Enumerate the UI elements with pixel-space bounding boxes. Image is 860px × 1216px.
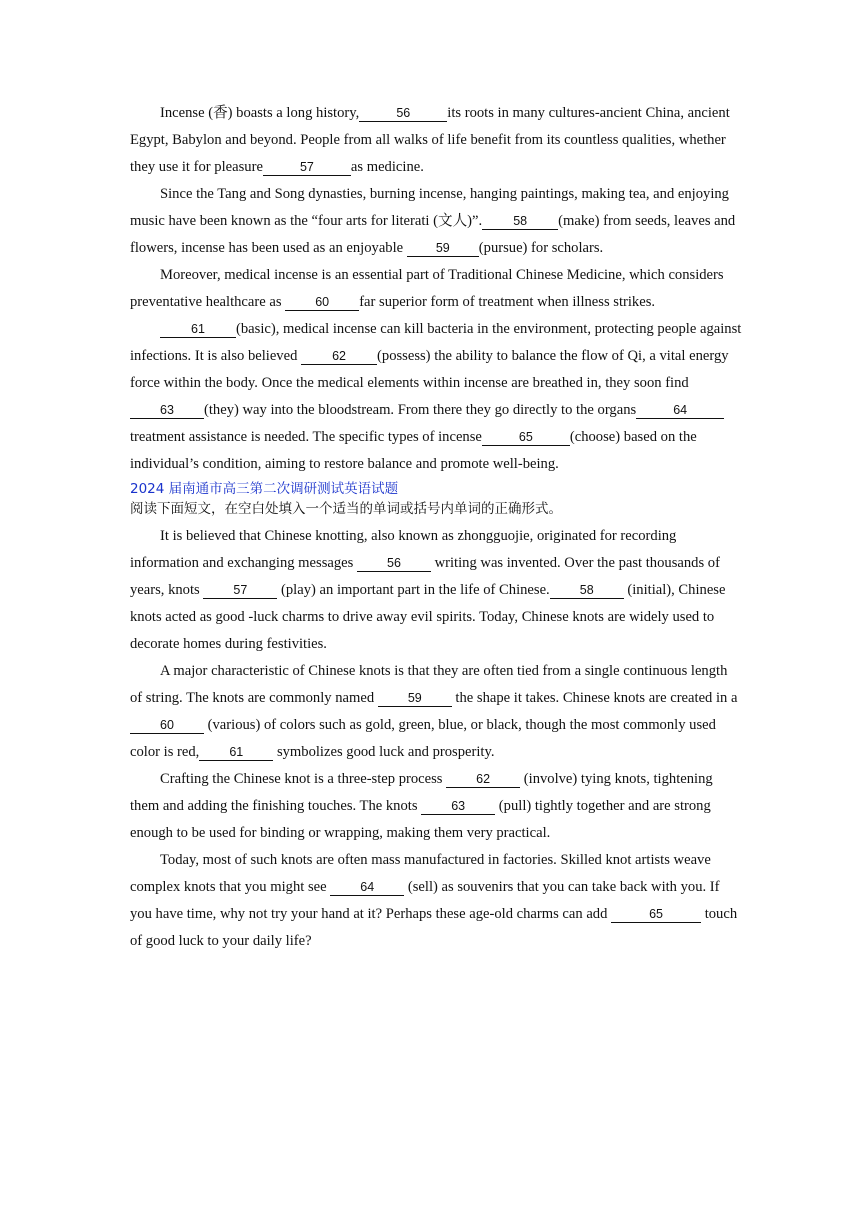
blank-64b: 64 xyxy=(330,880,404,896)
blank-57: 57 xyxy=(263,160,351,176)
blank-61b: 61 xyxy=(199,745,273,761)
paragraph-1: Incense (香) boasts a long history, 56 its roots in many cultures-ancient China, ancient Egypt, Babylon and beyond. People from all walks of life benefit from its countless qualities, whether they use it for pleasure 57 as medicine. xyxy=(130,105,730,175)
passage-incense xyxy=(130,100,742,478)
blank-65b: 65 xyxy=(611,907,701,923)
paragraph-3: Moreover, medical incense is an essential part of Traditional Chinese Medicine, which considers preventative healthcare as 60 far superior form of treatment when illness strikes. xyxy=(130,267,724,310)
blank-59b: 59 xyxy=(378,691,452,707)
passage-chinese-knots xyxy=(130,523,742,955)
paragraph-6: A major characteristic of Chinese knots is that they are often tied from a single continuous length of string. The knots are commonly named 59 the shape it takes. Chinese knots are created in a 60 (various) of colors such as gold, green, blue, or black, though the most commonly used color is red, 61 symbolizes good luck and prosperity. xyxy=(130,663,738,760)
blank-61: 61 xyxy=(160,322,236,338)
blank-62b: 62 xyxy=(446,772,520,788)
section-heading: 2024 届南通市高三第二次调研测试英语试题 xyxy=(130,481,399,497)
paragraph-2: Since the Tang and Song dynasties, burning incense, hanging paintings, making tea, and enjoying music have been known as the “four arts for literati (文人)”. 58 (make) from seeds, leaves and flowers, incense has been used as an enjoyable 59 (pursue) for scholars. xyxy=(130,186,736,256)
blank-63: 63 xyxy=(130,403,204,419)
blank-63b: 63 xyxy=(421,799,495,815)
blank-58: 58 xyxy=(482,214,558,230)
blank-65: 65 xyxy=(482,430,570,446)
section-instruction: 阅读下面短文，在空白处填入一个适当的单词或括号内单词的正确形式。 xyxy=(130,501,562,517)
blank-58b: 58 xyxy=(550,583,624,599)
blank-60: 60 xyxy=(285,295,359,311)
blank-64: 64 xyxy=(636,403,724,419)
paragraph-7: Crafting the Chinese knot is a three-step process 62 (involve) tying knots, tightening them and adding the finishing touches. The knots 63 (pull) tightly together and are strong enough to be used for binding or wrapping, making them very practical. xyxy=(130,771,713,841)
blank-62: 62 xyxy=(301,349,377,365)
document-page xyxy=(130,100,742,955)
paragraph-8: Today, most of such knots are often mass manufactured in factories. Skilled knot artists weave complex knots that you might see 64 (sell) as souvenirs that you can take back with you. If you have time, why not try your hand at it? Perhaps these age-old charms can add 65 touch of good luck to your daily life? xyxy=(130,852,738,949)
paragraph-5: It is believed that Chinese knotting, also known as zhongguojie, originated for recording information and exchanging messages 56 writing was invented. Over the past thousands of years, knots 57 (play) an important part in the life of Chinese. 58 (initial), Chinese knots acted as good -luck charms to drive away evil spirits. Today, Chinese knots are widely used to decorate homes during festivities. xyxy=(130,528,726,652)
blank-56b: 56 xyxy=(357,556,431,572)
blank-59: 59 xyxy=(407,241,479,257)
blank-56: 56 xyxy=(359,106,447,122)
blank-60b: 60 xyxy=(130,718,204,734)
paragraph-4: 61 (basic), medical incense can kill bacteria in the environment, protecting people against infections. It is also believed 62 (possess) the ability to balance the flow of Qi, a vital energy force within the body. Once the medical elements within incense are breathed in, they soon find63 (they) way into the bloodstream. From there they go directly to the organs 64treatment assistance is needed. The specific types of incense 65 (choose) based on the individual’s condition, aiming to restore balance and promote well-being. xyxy=(130,321,742,472)
blank-57b: 57 xyxy=(203,583,277,599)
